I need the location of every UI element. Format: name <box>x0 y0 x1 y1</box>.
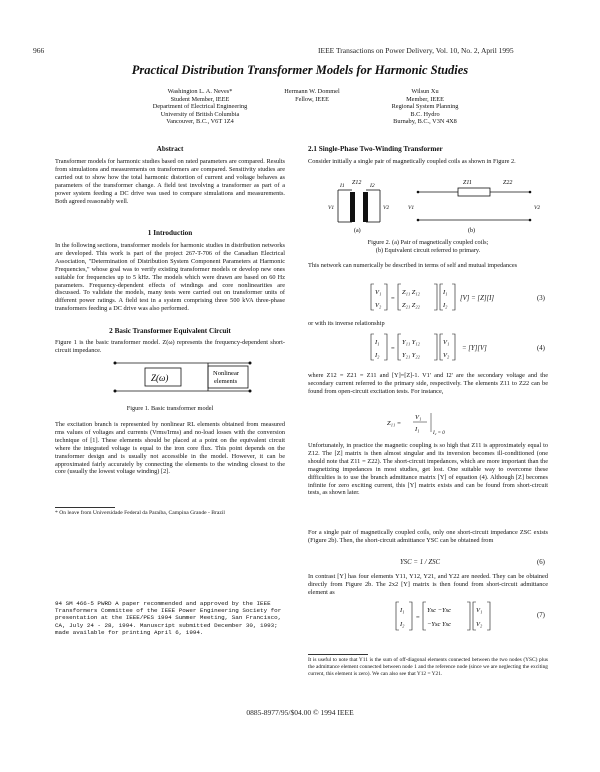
footnote-2: It is useful to note that Y11 is the sum of off-diagonal elements connected between the two nodes (YSC) plus the admittance element connected between node 1 and the reference node (since we are neglecting the exciting current, this element is zero). We can also see that Y12 = Y21. <box>308 657 548 677</box>
section2-heading: 2 Basic Transformer Equivalent Circuit <box>109 327 231 335</box>
svg-text:=: = <box>391 345 395 352</box>
equation-4-number: (4) <box>537 345 545 352</box>
equation-3-compact: [V] = [Z][I] <box>460 295 495 302</box>
svg-text:I₁: I₁ <box>375 339 380 346</box>
abstract-heading: Abstract <box>156 145 184 153</box>
equation-4-compact: = [Y][V] <box>462 345 487 352</box>
author-block-2 <box>262 88 362 103</box>
section21-text-2: This network can numerically be described in terms of self and mutual impedances <box>308 262 518 269</box>
section21-text-5: Unfortunately, in practice the magnetic coupling is so high that Z11 is approximately equal to Z12. The [Z] matrix is then almost singular and its inversion becomes ill-conditioned (one should note that Z11 = Z22). The short-circuit impedances, which are more important than the magnetizing impedances in most studies, get lost. One suitable way to overcome these difficulties is to use the branch admittance matrix [Y] of equation (4). Although [Z] becomes infinite for zero exciting current, this [Y] matrix exists and can be found from short-circuit tests, as shown later. <box>308 442 548 497</box>
figure-2-caption-1: Figure 2. (a) Pair of magnetically coupled coils; <box>367 239 489 246</box>
paper-submission-note: 94 SM 466-5 PWRD A paper recommended and approved by the IEEE Transformers Committee of the IEEE Power Engineering Society for presentation at the IEEE/PES 1994 Summer Meeting, San Francisco, CA, July 24 - 28, 1994. Manuscript submitted December 30, 1993; made available for printing April 6, 1994. <box>55 600 282 636</box>
svg-text:V₂: V₂ <box>375 302 382 309</box>
svg-text:I₂: I₂ <box>400 621 405 628</box>
author-role: Fellow, IEEE <box>295 95 329 103</box>
author-affiliation: University of British Columbia <box>160 110 240 118</box>
fig2a-v2-label: V2 <box>383 205 390 211</box>
fig2a-coil-2 <box>363 192 368 222</box>
fig2b-v1-label: V1 <box>408 205 415 211</box>
equation-7-matrix <box>395 600 495 632</box>
svg-text:Ysc −Ysc: Ysc −Ysc <box>427 607 452 614</box>
author-name: Wilsun Xu <box>411 88 439 95</box>
author-affiliation: Burnaby, B.C., V3N 4X8 <box>393 118 457 126</box>
section21-text: Consider initially a single pair of magnetically coupled coils as shown in Figure 2. <box>308 158 516 165</box>
equation-3-number: (3) <box>537 295 545 302</box>
svg-text:V₁: V₁ <box>415 414 422 421</box>
fig2a-coil-1 <box>350 192 355 222</box>
equation-7-number: (7) <box>537 612 545 619</box>
svg-text:V₂: V₂ <box>443 352 450 359</box>
figure-1-caption: Figure 1. Basic transformer model <box>126 405 214 412</box>
section21-text-3: or with its inverse relationship <box>308 320 385 327</box>
section2-text: Figure 1 is the basic transformer model. Z(ω) represents the frequency-dependent short-circuit impedance. <box>55 339 285 354</box>
svg-text:V₁: V₁ <box>375 289 382 296</box>
author-affiliation: Department of Electrical Engineering <box>152 103 248 111</box>
figure-1-diagram <box>110 355 260 399</box>
fig2a-caption-letter: (a) <box>354 228 361 234</box>
journal-header: IEEE Transactions on Power Delivery, Vol. 10, No. 2, April 1995 <box>318 46 514 55</box>
author-affiliation: Regional System Planning <box>391 103 459 111</box>
equation-5 <box>385 410 465 436</box>
svg-text:I₂: I₂ <box>443 302 448 309</box>
author-footnote: * On leave from Universidade Federal da Paraíba, Campina Grande - Brazil <box>55 510 225 516</box>
svg-text:I₂: I₂ <box>375 352 380 359</box>
fig2b-caption-letter: (b) <box>468 228 475 234</box>
svg-text:=: = <box>391 295 395 302</box>
fig1-box-label-1: Nonlinear <box>213 370 239 377</box>
footnote-2-rule <box>308 654 368 655</box>
author-affiliation: Vancouver, B.C., V6T 1Z4 <box>166 118 234 126</box>
section21-text-7: In contrast [Y] has four elements Y11, Y12, Y21, and Y22 are needed. They can be obtained directly from Figure 2b. The 2x2 [Y] matrix is then found from short-circuit admittance element as <box>308 573 548 596</box>
equation-6: YSC = 1 / ZSC <box>400 559 441 566</box>
fig2a-v1-label: V1 <box>328 205 335 211</box>
author-name: Hermann W. Dommel <box>284 88 340 95</box>
section21-text-6: For a single pair of magnetically coupled coils, only one short-circuit impedance ZSC exists (Figure 2b). Then, the short-circuit admittance YSC can be obtained from <box>308 529 548 544</box>
author-block-3 <box>370 88 480 126</box>
svg-text:Z₂₁ Z₂₂: Z₂₁ Z₂₂ <box>402 302 420 309</box>
svg-text:I₁: I₁ <box>443 289 448 296</box>
figure-2-diagram <box>308 174 548 234</box>
svg-text:I₁: I₁ <box>415 426 420 433</box>
intro-text: In the following sections, transformer models for harmonic studies in distribution networks are developed. This work is part of the project 267-T-706 of the Canadian Electrical Association, "Determination of Distribution System Component Parameters at Harmonic Frequencies," whose goal was to verify existing transformer models or develop new ones suitable for frequencies up to 5 kHz. The models which were drawn are based on 60 Hz parameters. Frequency-dependent effects of windings and core nonlinearities are discussed. To validate the models, many tests were carried out on transformer units of different power ratings. A field test in a system comprising three 500 kVA three-phase transformers feeding a DC drive was also performed. <box>55 242 285 313</box>
author-affiliation: B.C. Hydro <box>410 110 440 118</box>
fig2b-z-left-label: Z11 <box>463 180 472 186</box>
svg-text:V₁: V₁ <box>476 607 483 614</box>
section21-text-4: where Z12 = Z21 = Z11 and [Y]=[Z]-1. V1' and I2' are the secondary voltage and the secondary current referred to the primary side, respectively. The elements Z11 to Z22 can be found from open-circuit excitation tests. For instance, <box>308 372 548 395</box>
svg-text:V₁: V₁ <box>443 339 450 346</box>
svg-text:−Ysc Ysc: −Ysc Ysc <box>427 621 452 628</box>
author-block-1 <box>140 88 260 126</box>
intro-heading: 1 Introduction <box>147 229 193 237</box>
copyright-footer: 0885-8977/95/$04.00 © 1994 IEEE <box>246 708 354 717</box>
fig2b-z-right-label: Z22 <box>503 180 513 186</box>
figure-2-caption-2: (b) Equivalent circuit referred to primary. <box>375 247 481 254</box>
paper-title: Practical Distribution Transformer Models for Harmonic Studies <box>131 63 469 77</box>
svg-text:V₂: V₂ <box>476 621 483 628</box>
section21-heading: 2.1 Single-Phase Two-Winding Transformer <box>308 145 443 153</box>
page-number: 966 <box>33 46 45 55</box>
fig2a-i2-label: I2 <box>370 183 375 189</box>
footnote-rule <box>55 507 115 508</box>
author-role: Member, IEEE <box>406 95 444 103</box>
svg-text:=: = <box>416 614 420 621</box>
svg-text:Y₂₁ Y₂₂: Y₂₁ Y₂₂ <box>402 352 420 359</box>
author-name: Washington L. A. Neves* <box>167 88 233 95</box>
author-role: Student Member, IEEE <box>170 95 230 103</box>
svg-text:I₁: I₁ <box>400 607 405 614</box>
abstract-text: Transformer models for harmonic studies based on rated parameters are compared. Results from simulations and measurements on transformers are compared. Sensitivity studies are carried out to show how the total harmonic distortion of current and voltage behaves as parameters of the transformer change. A field test involving a transformer as part of a power system feeding a DC drive was used to compare simulations and measurements. Both agreed reasonably well. <box>55 158 285 205</box>
svg-text:I₂ = 0: I₂ = 0 <box>433 431 445 436</box>
section2-text-2: The excitation branch is represented by nonlinear RL elements obtained from measured rms values of voltages and currents (Vrms/Irms) and no-load losses with the conversion technique of [1]. These elements should be placed at a point on the equivalent circuit where the integrated voltage is equal to the iron core flux. This point depends on the transformer design and is usually not accessible in the model. However, it can be approximated fairly accurately by connecting the elements to the winding closest to the core (usually the lowest voltage winding) [2]. <box>55 421 285 476</box>
fig1-box-label-2: elements <box>214 378 238 385</box>
equation-6-number: (6) <box>537 559 545 566</box>
fig2b-v2-label: V2 <box>534 205 541 211</box>
svg-text:Y₁₁ Y₁₂: Y₁₁ Y₁₂ <box>402 339 420 346</box>
fig2b-zsc-box <box>458 188 490 196</box>
fig1-z-label: Z(ω) <box>151 373 169 383</box>
fig2a-i1-label: I1 <box>340 183 345 189</box>
svg-text:Z₁₁ =: Z₁₁ = <box>387 420 402 427</box>
fig2a-z12-label: Z12 <box>352 180 362 186</box>
svg-text:Z₁₁ Z₁₂: Z₁₁ Z₁₂ <box>402 289 420 296</box>
